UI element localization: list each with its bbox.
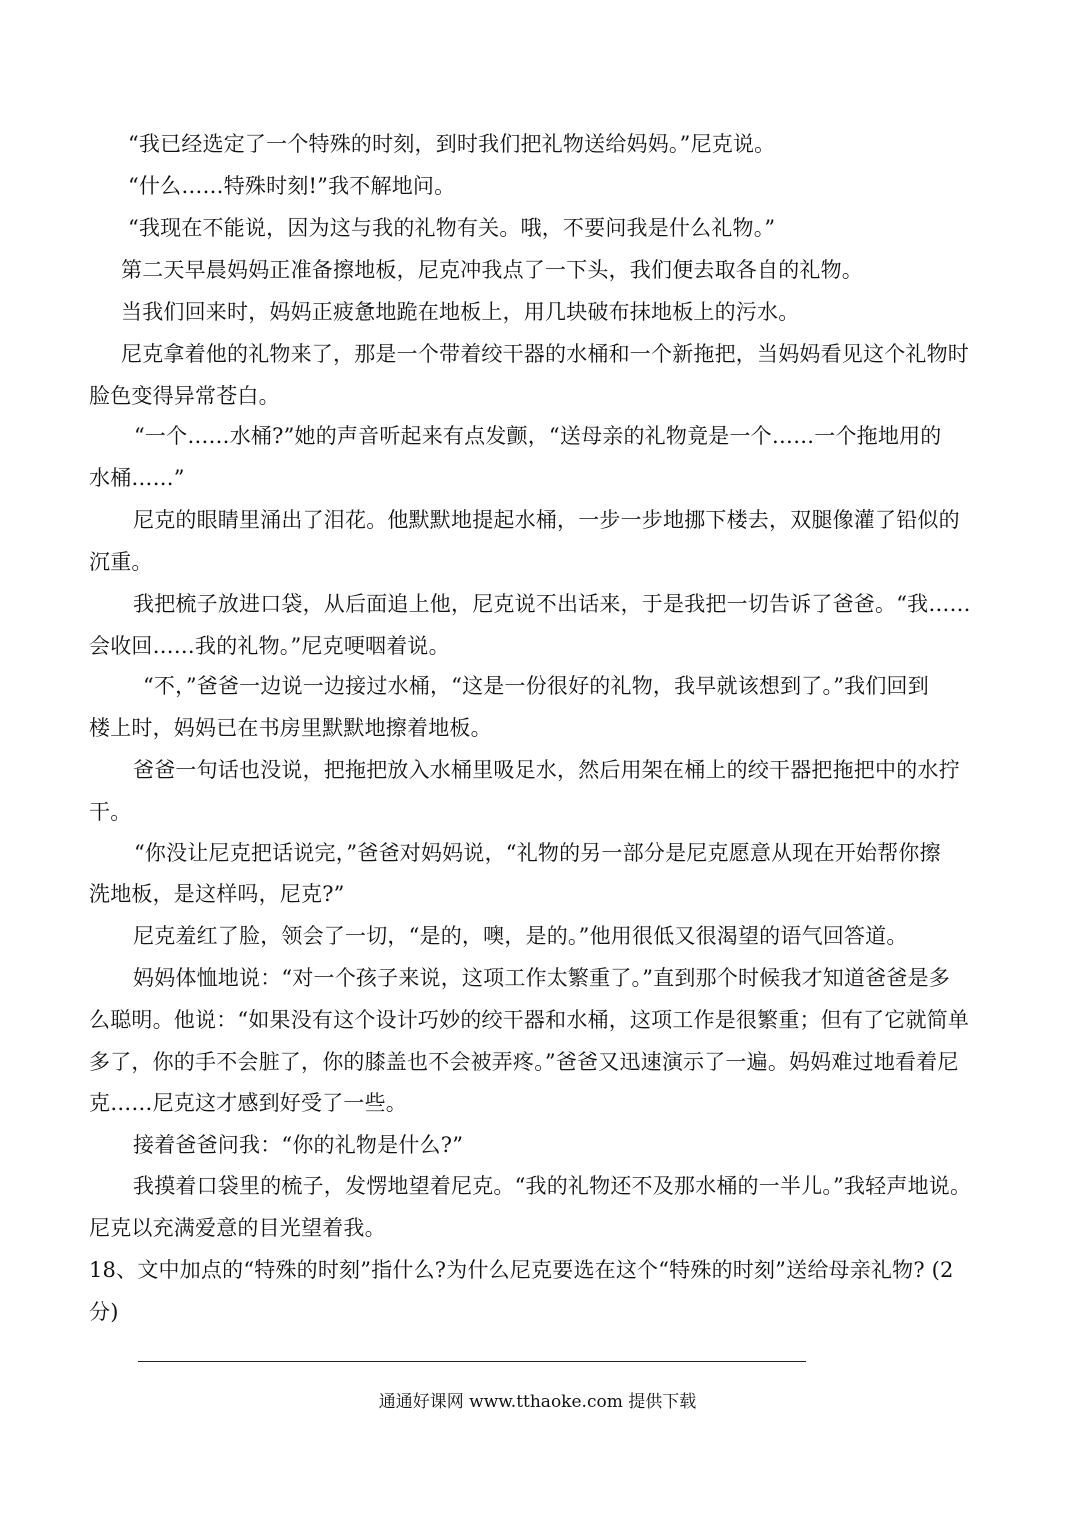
footer-divider bbox=[138, 1361, 806, 1362]
text-line: “不，”爸爸一边说一边接过水桶，“这是一份很好的礼物，我早就该想到了。”我们回到 bbox=[143, 674, 929, 698]
text-line: 尼克以充满爱意的目光望着我。 bbox=[89, 1216, 386, 1240]
text-line: 我摸着口袋里的梳子，发愣地望着尼克。“我的礼物还不及那水桶的一半儿。”我轻声地说。 bbox=[133, 1174, 972, 1198]
footer-text: 通通好课网 www.tthaoke.com 提供下载 bbox=[378, 1392, 697, 1412]
text-line: 沉重。 bbox=[89, 550, 153, 574]
text-line: 脸色变得异常苍白。 bbox=[89, 384, 280, 408]
question-line: 分) bbox=[89, 1300, 119, 1324]
text-line: 么聪明。他说：“如果没有这个设计巧妙的绞干器和水桶，这项工作是很繁重；但有了它就简单 bbox=[89, 1008, 970, 1032]
text-line: 干。 bbox=[89, 800, 132, 824]
text-line: 克……尼克这才感到好受了一些。 bbox=[89, 1091, 407, 1115]
question-line: 18、文中加点的“特殊的时刻”指什么?为什么尼克要选在这个“特殊的时刻”送给母亲礼物? (2 bbox=[89, 1258, 954, 1282]
text-line: “我已经选定了一个特殊的时刻，到时我们把礼物送给妈妈。”尼克说。 bbox=[128, 132, 776, 156]
text-line: “你没让尼克把话说完，”爸爸对妈妈说，“礼物的另一部分是尼克愿意从现在开始帮你擦 bbox=[134, 841, 941, 865]
text-line: 尼克的眼睛里涌出了泪花。他默默地提起水桶，一步一步地挪下楼去，双腿像灌了铅似的 bbox=[133, 508, 960, 532]
text-line: 妈妈体恤地说：“对一个孩子来说，这项工作太繁重了。”直到那个时候我才知道爸爸是多 bbox=[133, 966, 950, 990]
text-line: 爸爸一句话也没说，把拖把放入水桶里吸足水，然后用架在桶上的绞干器把拖把中的水拧 bbox=[133, 758, 960, 782]
text-line: 接着爸爸问我：“你的礼物是什么?” bbox=[133, 1133, 464, 1157]
text-line: “一个……水桶?”她的声音听起来有点发颤，“送母亲的礼物竟是一个……一个拖地用的 bbox=[134, 424, 942, 448]
text-line: 我把梳子放进口袋，从后面追上他，尼克说不出话来，于是我把一切告诉了爸爸。“我…… bbox=[133, 592, 971, 616]
text-line: 多了，你的手不会脏了，你的膝盖也不会被弄疼。”爸爸又迅速演示了一遍。妈妈难过地看着尼 bbox=[89, 1050, 959, 1074]
text-line: 会收回……我的礼物。”尼克哽咽着说。 bbox=[89, 634, 450, 658]
text-line: 尼克拿着他的礼物来了，那是一个带着绞干器的水桶和一个新拖把，当妈妈看见这个礼物时 bbox=[121, 342, 969, 366]
text-line: 当我们回来时，妈妈正疲惫地跪在地板上，用几块破布抹地板上的污水。 bbox=[121, 300, 800, 324]
text-line: 楼上时，妈妈已在书房里默默地擦着地板。 bbox=[89, 716, 492, 740]
text-line: 洗地板，是这样吗，尼克?” bbox=[89, 882, 345, 906]
text-line: “什么……特殊时刻!”我不解地问。 bbox=[128, 174, 456, 198]
text-line: 第二天早晨妈妈正准备擦地板，尼克冲我点了一下头，我们便去取各自的礼物。 bbox=[121, 258, 863, 282]
text-line: 水桶……” bbox=[89, 466, 185, 490]
text-line: 尼克羞红了脸，领会了一切，“是的，噢，是的。”他用很低又很渴望的语气回答道。 bbox=[133, 924, 908, 948]
text-line: “我现在不能说，因为这与我的礼物有关。哦，不要问我是什么礼物。” bbox=[128, 216, 776, 240]
